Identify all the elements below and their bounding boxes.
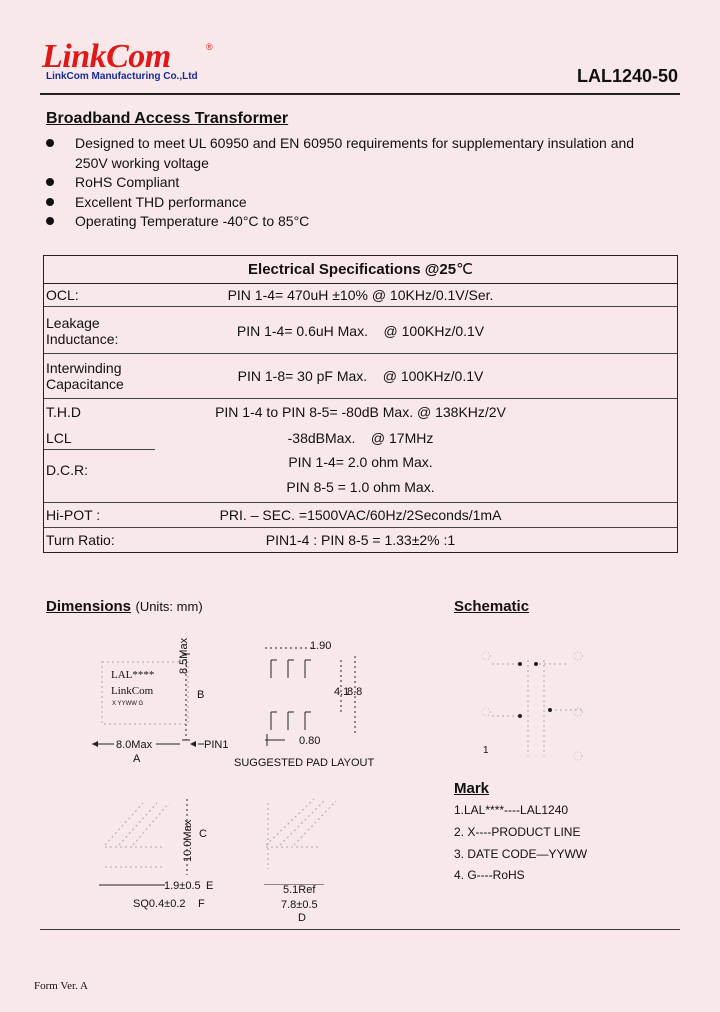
- spec-row-hipot: Hi-POT : PRI. – SEC. =1500VAC/60Hz/2Seconds/1mA: [46, 507, 502, 523]
- schematic-drawing: [470, 640, 610, 770]
- pad-dim-41: 4.1: [334, 686, 350, 698]
- dim-f-letter: F: [198, 898, 205, 910]
- electrical-spec-table: [43, 255, 678, 553]
- pad-dim-88: 8.8: [347, 686, 363, 698]
- dim-c-letter: C: [199, 828, 207, 840]
- mark-line-1: 1.LAL****----LAL1240: [454, 803, 569, 817]
- pad-layout-caption: SUGGESTED PAD LAYOUT: [234, 757, 375, 769]
- spec-row-turn-ratio: Turn Ratio: PIN1-4 : PIN 8-5 = 1.33±2% :1: [46, 532, 456, 548]
- dim-a-letter: A: [133, 753, 141, 765]
- feature-list: [46, 134, 676, 232]
- spec-table-title: Electrical Specifications @25℃: [44, 256, 677, 284]
- feature-item: Operating Temperature -40°C to 85°C: [46, 212, 676, 232]
- mark-line-4: 4. G----RoHS: [454, 868, 525, 882]
- dim-e-letter: E: [206, 880, 214, 892]
- company-name: LinkCom Manufacturing Co.,Ltd: [46, 71, 198, 82]
- dimensions-units: (Units: mm): [135, 599, 203, 614]
- mark-line-2: 2. X----PRODUCT LINE: [454, 825, 581, 839]
- pin1-label: PIN1: [204, 739, 229, 751]
- dimensions-heading-group: [46, 598, 203, 616]
- schematic-pin1-label: 1: [483, 745, 489, 756]
- dim-b-letter: B: [197, 689, 205, 701]
- mark-line-3: 3. DATE CODE—YYWW: [454, 847, 588, 861]
- feature-item: Excellent THD performance: [46, 193, 676, 213]
- dim-b-value: 8.5Max: [178, 637, 190, 674]
- spec-row-dcr: D.C.R: PIN 1-4= 2.0 ohm Max. PIN 8-5 = 1.0 ohm Max.: [46, 454, 435, 495]
- pad-dim-080: 0.80: [299, 735, 321, 747]
- mark-heading: Mark: [454, 780, 490, 797]
- spec-row-ocl: OCL: PIN 1-4= 470uH ±10% @ 10KHz/0.1V/Ser.: [46, 287, 494, 303]
- part-number: LAL1240-50: [577, 66, 679, 86]
- spec-row-lcl: LCL -38dBMax. @ 17MHz: [46, 430, 434, 446]
- product-title: Broadband Access Transformer: [46, 110, 289, 127]
- form-version: Form Ver. A: [34, 980, 88, 992]
- schematic-heading: Schematic: [454, 598, 530, 615]
- dim-d-value: 7.8±0.5: [281, 899, 318, 911]
- spec-row-leakage: Leakage Inductance: PIN 1-4= 0.6uH Max. @ 100KHz/0.1V: [46, 315, 485, 347]
- feature-item: Designed to meet UL 60950 and EN 60950 requirements for supplementary insulation and: [46, 134, 676, 154]
- feature-item-continuation: 250V working voltage: [75, 154, 209, 171]
- top-label-1: LAL****: [111, 669, 155, 681]
- header-divider: [40, 93, 680, 95]
- dim-c-value: 10.0Max: [182, 819, 194, 862]
- footer-divider: [40, 929, 680, 930]
- dim-ref-value: 5.1Ref: [283, 884, 316, 896]
- dim-d-letter: D: [298, 912, 306, 924]
- spec-row-thd: T.H.D PIN 1-4 to PIN 8-5= -80dB Max. @ 138KHz/2V: [46, 404, 506, 420]
- feature-item: RoHS Compliant: [46, 173, 676, 193]
- top-label-3: X YYWW G: [112, 701, 144, 707]
- pad-dim-190: 1.90: [310, 640, 332, 652]
- dim-e-value: 1.9±0.5: [164, 880, 201, 892]
- dim-a-value: 8.0Max: [116, 739, 153, 751]
- spec-row-capacitance: Interwinding Capacitance PIN 1-8= 30 pF Max. @ 100KHz/0.1V: [46, 360, 484, 392]
- top-label-2: LinkCom: [111, 685, 154, 697]
- dimensions-heading: Dimensions: [46, 598, 132, 615]
- dim-f-value: SQ0.4±0.2: [133, 898, 186, 910]
- company-logo: LinkCom: [42, 38, 171, 75]
- front-view-drawing: [258, 795, 358, 885]
- registered-mark: ®: [206, 42, 213, 52]
